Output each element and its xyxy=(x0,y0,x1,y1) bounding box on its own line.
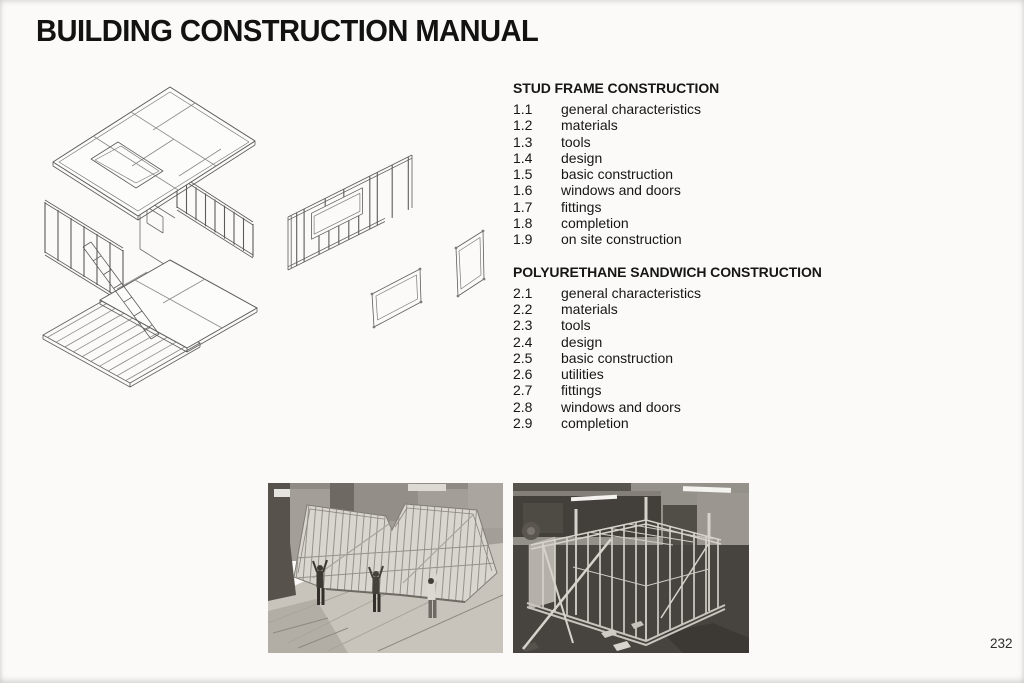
photo-frame-modules xyxy=(513,483,749,653)
page-title: BUILDING CONSTRUCTION MANUAL xyxy=(36,13,539,48)
item-label: materials xyxy=(561,117,618,134)
item-number: 1.9 xyxy=(513,231,533,248)
item-number: 1.8 xyxy=(513,215,533,232)
item-label: windows and doors xyxy=(561,398,681,415)
item-label: general characteristics xyxy=(561,284,702,301)
toc-item xyxy=(513,301,853,317)
toc-item xyxy=(513,117,853,133)
item-number: 2.2 xyxy=(513,300,533,317)
item-label: completion xyxy=(561,215,629,232)
item-label: design xyxy=(561,149,603,166)
item-label: completion xyxy=(561,415,629,432)
item-number: 2.8 xyxy=(513,398,533,415)
toc-item xyxy=(513,285,853,301)
toc-section-stud-frame xyxy=(513,80,853,248)
toc-item xyxy=(513,199,853,215)
toc-item xyxy=(513,399,853,415)
item-label: windows and doors xyxy=(561,182,681,199)
toc-item xyxy=(513,134,853,150)
item-label: fittings xyxy=(561,382,602,399)
item-label: design xyxy=(561,333,603,350)
photo-wall-panel-raising xyxy=(268,483,503,653)
item-number: 1.1 xyxy=(513,101,533,117)
toc-item xyxy=(513,334,853,350)
stud-frame-drawing-svg xyxy=(25,75,495,400)
item-label: on site construction xyxy=(561,231,682,248)
table-of-contents xyxy=(513,80,853,431)
item-number: 2.1 xyxy=(513,284,533,301)
item-number: 2.3 xyxy=(513,317,533,334)
item-number: 2.6 xyxy=(513,366,533,383)
item-number: 2.7 xyxy=(513,382,533,399)
page-number: 232 xyxy=(990,636,1013,651)
item-label: general characteristics xyxy=(561,101,702,117)
item-label: utilities xyxy=(561,366,604,383)
toc-item xyxy=(513,150,853,166)
item-number: 1.2 xyxy=(513,117,533,134)
photo-wall-panel-svg xyxy=(268,483,503,653)
toc-item xyxy=(513,101,853,117)
exploded-isometric-drawing xyxy=(25,75,495,400)
item-number: 1.7 xyxy=(513,198,533,215)
item-number: 1.3 xyxy=(513,133,533,150)
item-label: tools xyxy=(561,317,591,334)
toc-item xyxy=(513,215,853,231)
item-label: basic construction xyxy=(561,166,674,183)
item-number: 1.4 xyxy=(513,149,533,166)
item-label: tools xyxy=(561,133,591,150)
item-number: 2.5 xyxy=(513,349,533,366)
item-number: 1.5 xyxy=(513,166,533,183)
item-label: basic construction xyxy=(561,349,674,366)
toc-item xyxy=(513,182,853,198)
toc-section-polyurethane xyxy=(513,264,853,432)
item-label: fittings xyxy=(561,198,602,215)
item-number: 2.4 xyxy=(513,333,533,350)
toc-item xyxy=(513,415,853,431)
section-heading: STUD FRAME CONSTRUCTION xyxy=(513,80,720,96)
toc-item xyxy=(513,231,853,247)
toc-item xyxy=(513,166,853,182)
item-number: 2.9 xyxy=(513,415,533,432)
item-number: 1.6 xyxy=(513,182,533,199)
item-label: materials xyxy=(561,300,618,317)
photo-frame-modules-svg xyxy=(513,483,749,653)
toc-item xyxy=(513,382,853,398)
toc-item xyxy=(513,350,853,366)
section-heading: POLYURETHANE SANDWICH CONSTRUCTION xyxy=(513,263,822,280)
toc-item xyxy=(513,317,853,333)
toc-item xyxy=(513,366,853,382)
